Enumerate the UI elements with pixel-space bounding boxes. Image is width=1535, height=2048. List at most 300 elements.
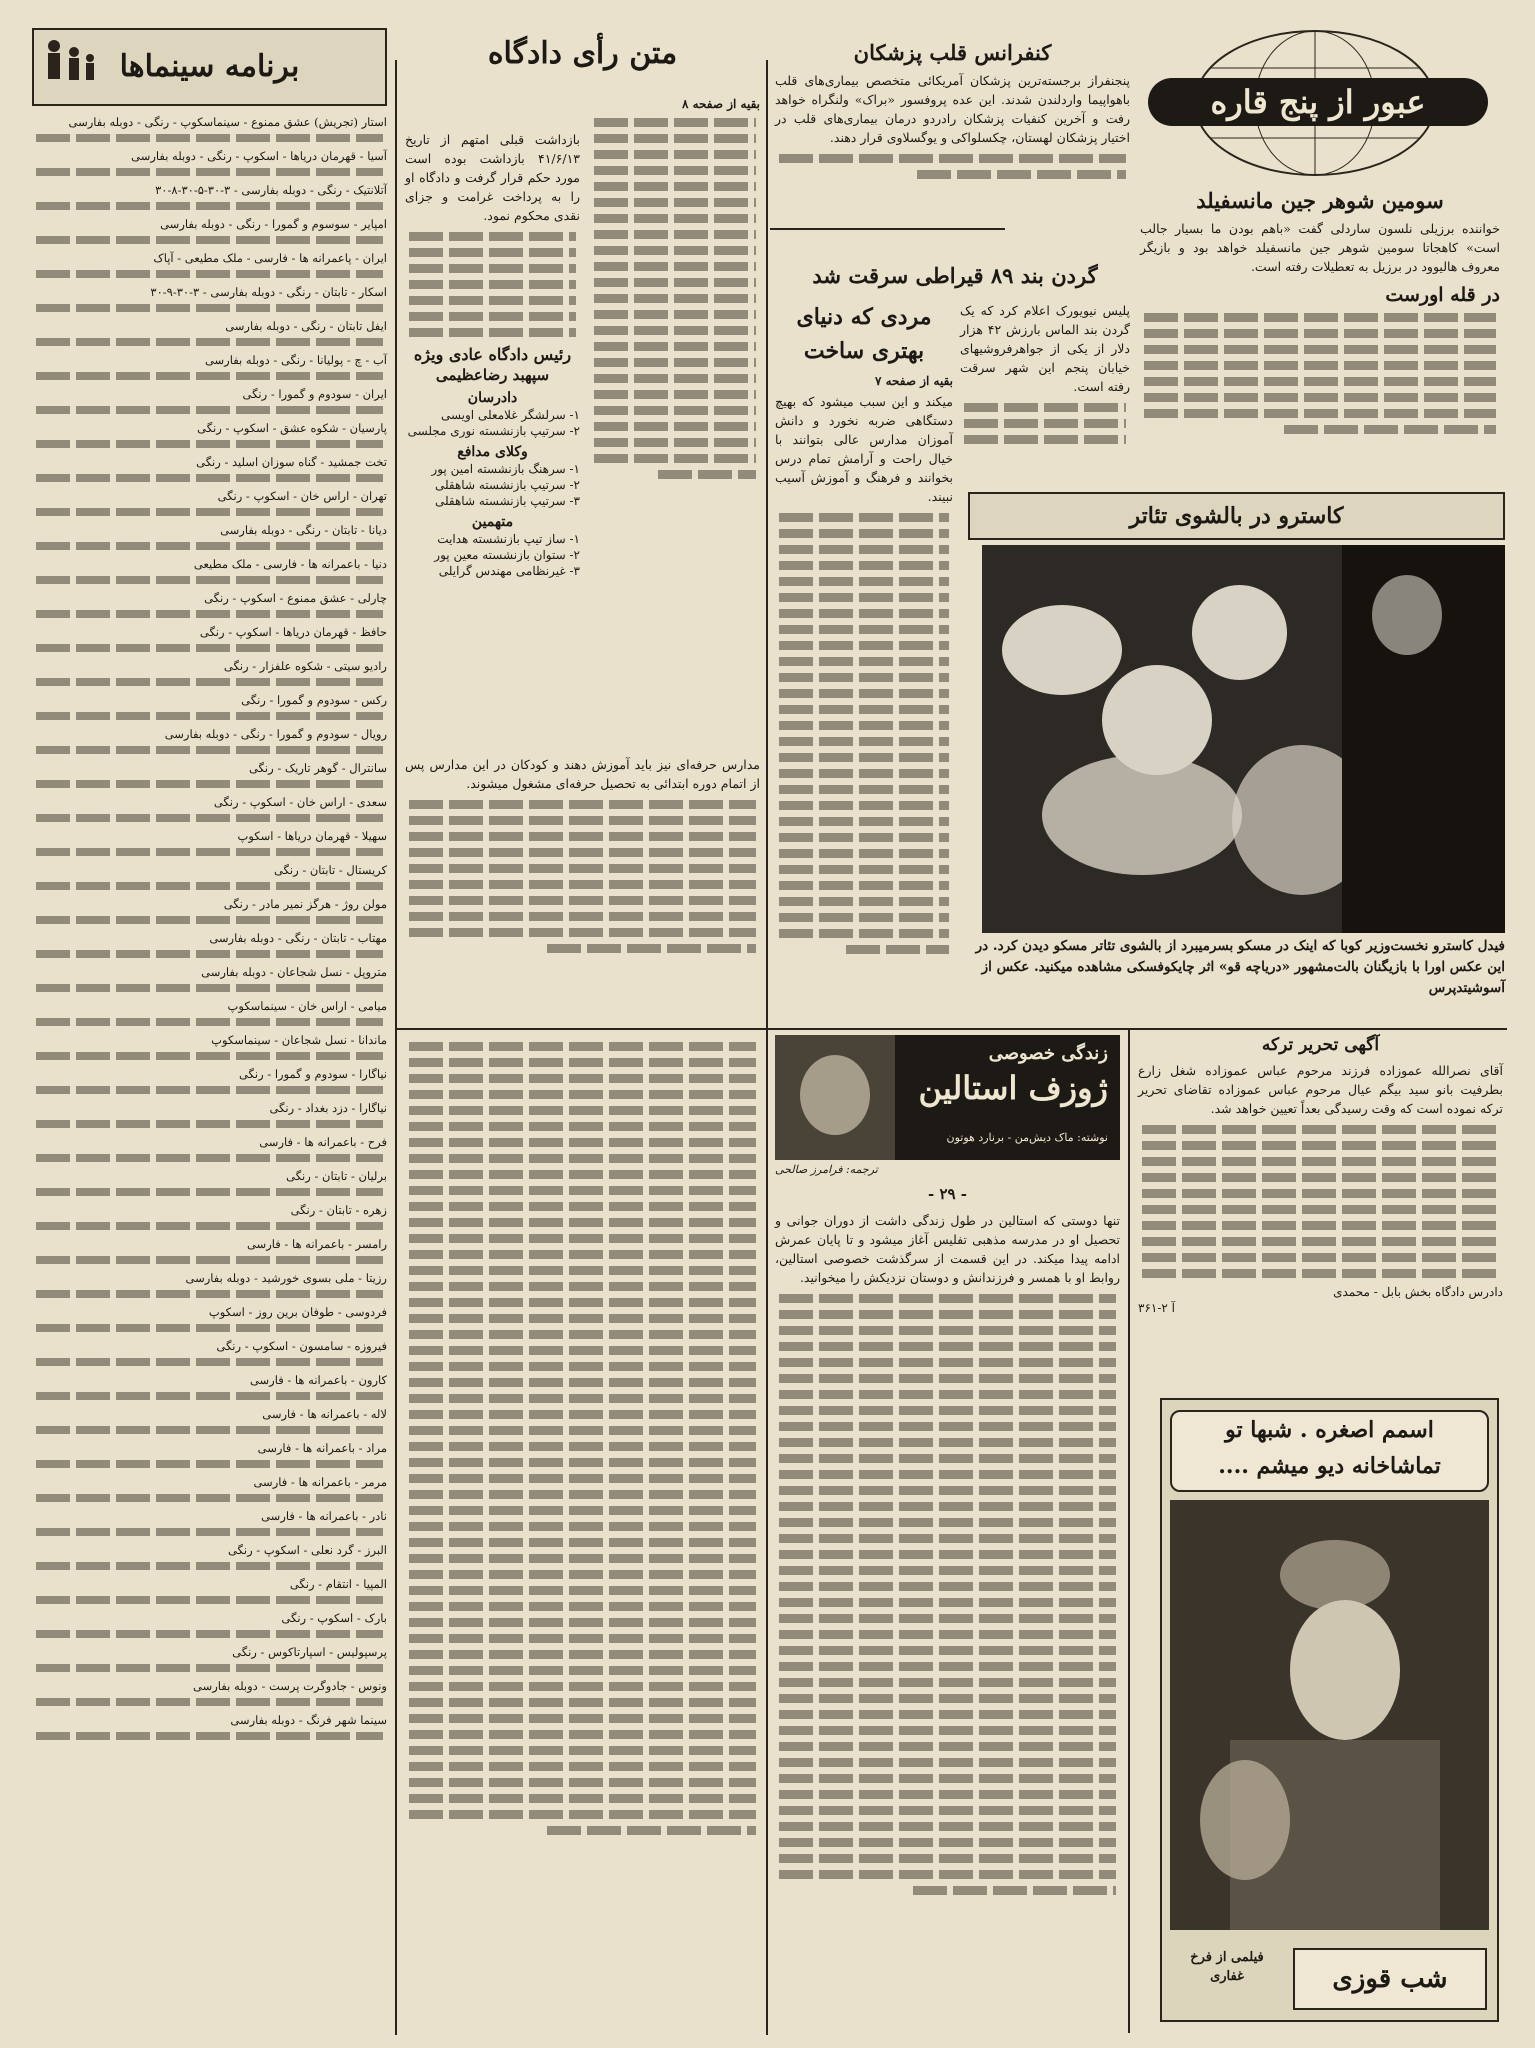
text-line	[594, 166, 756, 175]
text-line	[409, 1410, 756, 1419]
text-line	[409, 1618, 756, 1627]
text-line	[1144, 393, 1496, 402]
text-line	[409, 1490, 756, 1499]
text-line	[779, 154, 1126, 163]
cinema-entry: استار (تجریش) عشق ممنوع - سینماسکوپ - رنگی - دوبله بفارسی	[68, 115, 387, 129]
text-line	[779, 593, 949, 602]
text-line	[779, 1326, 1116, 1335]
family-figures-icon	[40, 36, 100, 96]
text-line	[409, 928, 756, 937]
court-section	[405, 25, 760, 1025]
section-rule	[770, 228, 1005, 230]
text-line	[594, 262, 756, 271]
stalin-banner-small: زندگی خصوصی	[988, 1043, 1108, 1064]
text-line	[36, 1562, 383, 1570]
cinema-entry: نیاگارا - دزد بغداد - رنگی	[269, 1101, 387, 1115]
text-line	[594, 358, 756, 367]
film-ad-speech	[1170, 1410, 1489, 1492]
estate-notice-signature: دادرس دادگاه بخش بابل - محمدی	[1333, 1285, 1503, 1299]
text-line	[36, 1392, 383, 1400]
text-line	[36, 1460, 383, 1468]
text-line	[594, 198, 756, 207]
text-line	[779, 833, 949, 842]
text-line	[409, 896, 756, 905]
text-line	[1142, 1269, 1499, 1278]
film-ad-line2: تماشاخانه دیو میشم ....	[1218, 1453, 1441, 1479]
text-line	[1142, 1253, 1499, 1262]
text-line	[36, 610, 383, 618]
court-member: ۲- سرتیپ بازنشسته نوری مجلسی	[407, 424, 580, 438]
text-line	[409, 1202, 756, 1211]
text-line	[409, 1362, 756, 1371]
text-line	[36, 542, 383, 550]
text-line	[36, 1596, 383, 1604]
text-line	[779, 1598, 1116, 1607]
cinema-entry: ایران - سودوم و گمورا - رنگی	[242, 387, 387, 401]
text-line	[36, 1732, 383, 1740]
stalin-serial	[775, 1035, 1120, 2035]
text-line	[779, 1406, 1116, 1415]
text-line	[36, 1494, 383, 1502]
court-verdict-title: رئیس دادگاه عادی ویژه	[413, 345, 572, 364]
text-line	[409, 864, 756, 873]
text-line	[917, 170, 1126, 179]
text-line	[409, 280, 576, 289]
cinema-entry: آسیا - قهرمان دریاها - اسکوپ - رنگی - دوبله بفارسی	[131, 149, 387, 163]
column-rule	[766, 60, 768, 2035]
cinema-entry: سهیلا - قهرمان دریاها - اسکوپ	[237, 829, 387, 843]
cinema-masthead-box	[32, 28, 387, 106]
text-line	[1142, 1221, 1499, 1230]
text-line	[409, 1330, 756, 1339]
text-line	[594, 182, 756, 191]
text-line	[779, 1374, 1116, 1383]
text-line	[779, 1854, 1116, 1863]
text-line	[36, 950, 383, 958]
text-line	[1142, 1157, 1499, 1166]
stalin-translator: ترجمه: فرامرز صالحی	[775, 1163, 878, 1176]
castro-caption-wrap	[975, 936, 1505, 1026]
cinema-entry: رزیتا - ملی بسوی خورشید - دوبله بفارسی	[185, 1271, 387, 1285]
estate-notice-body: آقای نصرالله عموزاده فرزند مرحوم عباس عموزاده شغل زارع بطرفیت بانو سید بیگم عیال مرحوم عباس عموزاده تقاضای تحریر ترکه نموده است که وقت رسیدگی بعداً تعیین خواهد شد.	[1138, 1063, 1503, 1116]
cinema-entry: بارک - اسکوپ - رنگی	[281, 1611, 387, 1625]
text-line	[964, 435, 1126, 444]
text-line	[594, 406, 756, 415]
text-line	[779, 1310, 1116, 1319]
text-line	[409, 1282, 756, 1291]
text-line	[409, 1266, 756, 1275]
text-line	[779, 721, 949, 730]
cinema-entry: میامی - اراس خان - سینماسکوپ	[227, 999, 387, 1013]
cinema-entry: نادر - باعمرانه ها - فارسی	[261, 1509, 387, 1523]
text-line	[779, 705, 949, 714]
court-accused: ۱- ساز تیپ بازنشسته هدایت	[437, 532, 580, 546]
text-line	[36, 474, 383, 482]
text-line	[409, 1346, 756, 1355]
text-line	[547, 1826, 756, 1835]
stalin-part: - ۲۹ -	[927, 1185, 968, 1203]
text-line	[779, 689, 949, 698]
text-line	[409, 1378, 756, 1387]
cinema-entry: سینما شهر فرنگ - دوبله بفارسی	[230, 1713, 387, 1727]
text-line	[779, 1758, 1116, 1767]
text-line	[409, 1746, 756, 1755]
text-line	[36, 1664, 383, 1672]
text-line	[779, 1534, 1116, 1543]
text-line	[779, 769, 949, 778]
text-line	[779, 545, 949, 554]
cardiology-body: پنجنفراز برجسته‌ترین پزشکان آمریکائی متخصص بیماری‌های قلب باهواپیما واردلندن شدند. این عده پروفسور «براک» ولنگراه خواهد رفت و آخرین کنفیات پزشکان رادردو درمان بیماری‌های قلب در اختیار پزشکان لهستان، چکسلواکی و یوگسلاوی قرار دهند.	[775, 73, 1130, 145]
text-line	[409, 232, 576, 241]
text-line	[409, 1090, 756, 1099]
court-masthead: متن رأی دادگاه	[487, 36, 678, 71]
stalin-banner	[775, 1035, 1120, 1160]
text-line	[409, 1570, 756, 1579]
court-accused-title: متهمین	[471, 514, 514, 530]
text-line	[409, 1650, 756, 1659]
film-ad-photo	[1170, 1500, 1489, 1930]
text-line	[594, 214, 756, 223]
cinema-entry: رادیو سیتی - شکوه علفزار - رنگی	[223, 659, 387, 673]
text-line	[36, 338, 383, 346]
text-line	[409, 880, 756, 889]
castro-photo	[982, 545, 1505, 933]
cinema-entry: فرح - باعمرانه ها - فارسی	[259, 1135, 387, 1149]
text-line	[1142, 1237, 1499, 1246]
cinema-entry: پارسیان - شکوه عشق - اسکوپ - رنگی	[197, 421, 387, 435]
text-line	[36, 848, 383, 856]
text-line	[594, 422, 756, 431]
text-line	[409, 1506, 756, 1515]
text-line	[594, 326, 756, 335]
castro-headline-box	[968, 492, 1505, 540]
text-line	[1144, 329, 1496, 338]
text-line	[409, 1538, 756, 1547]
text-line	[779, 1726, 1116, 1735]
text-line	[779, 1582, 1116, 1591]
court-accused: ۲- ستوان بازنشسته معین پور	[434, 548, 580, 562]
stalin-banner-big: ژوزف استالین	[918, 1069, 1108, 1107]
text-line	[779, 609, 949, 618]
cinema-entry: امپایر - سوسوم و گمورا - رنگی - دوبله بفارسی	[160, 217, 387, 231]
text-line	[409, 1218, 756, 1227]
text-line	[779, 1454, 1116, 1463]
cardiology-article	[775, 40, 1130, 225]
stalin-portrait	[775, 1035, 895, 1160]
text-line	[1142, 1189, 1499, 1198]
text-line	[779, 1470, 1116, 1479]
text-line	[36, 814, 383, 822]
text-line	[594, 134, 756, 143]
text-line	[779, 881, 949, 890]
text-line	[409, 832, 756, 841]
cinema-entry: آتلانتیک - رنگی - دوبله بفارسی - ۳-۳۰-۵-۳۰-۸-۳۰	[155, 183, 387, 197]
cinema-entry: سعدی - اراس خان - اسکوپ - رنگی	[213, 795, 387, 809]
text-line	[779, 1630, 1116, 1639]
text-line	[36, 304, 383, 312]
text-line	[409, 296, 576, 305]
text-line	[409, 264, 576, 273]
film-ad-credit: فیلمی از فرخ غفاری	[1190, 1950, 1264, 1984]
court-lower-body: مدارس حرفه‌ای نیز باید آموزش دهند و کودکان در این مدارس پس از اتمام دوره ابتدائی به تحصیل حرفه‌ای مشغول میشوند.	[405, 757, 760, 791]
cinema-entry: نیاگارا - سودوم و گمورا - رنگی	[238, 1067, 387, 1081]
text-line	[779, 1390, 1116, 1399]
text-line	[409, 1058, 756, 1067]
text-line	[409, 816, 756, 825]
text-line	[36, 1086, 383, 1094]
text-line	[846, 945, 949, 954]
cinema-entry: تخت جمشید - گناه سوزان اسلید - رنگی	[196, 455, 387, 469]
text-line	[779, 753, 949, 762]
film-ad-title-box	[1293, 1948, 1487, 2010]
court-members-title: دادرسان	[467, 390, 518, 406]
estate-notice-code: آ ۲-۳۶۱	[1138, 1301, 1176, 1315]
text-line	[36, 440, 383, 448]
text-line	[779, 1838, 1116, 1847]
cinema-entry: فردوسی - طوفان برین روز - اسکوپ	[208, 1305, 387, 1319]
cinema-entry: دنیا - باعمرانه ها - فارسی - ملک مطیعی	[193, 557, 387, 571]
text-line	[36, 202, 383, 210]
text-line	[1142, 1173, 1499, 1182]
court-defense: ۳- سرتیپ بازنشسته شاهقلی	[434, 494, 580, 508]
text-line	[409, 1122, 756, 1131]
text-line	[36, 1052, 383, 1060]
text-line	[779, 801, 949, 810]
text-line	[779, 1486, 1116, 1495]
text-line	[409, 1298, 756, 1307]
text-line	[36, 1290, 383, 1298]
cinema-entry: متروپل - نسل شجاعان - دوبله بفارسی	[201, 965, 387, 979]
text-line	[1144, 313, 1496, 322]
cinema-entry: مرمر - باعمرانه ها - فارسی	[253, 1475, 387, 1489]
cinema-entry: مهتاب - تابتان - رنگی - دوبله بفارسی	[209, 931, 387, 945]
text-line	[409, 1186, 756, 1195]
cinema-entry: رویال - سودوم و گمورا - رنگی - دوبله بفارسی	[164, 727, 387, 741]
text-line	[779, 1502, 1116, 1511]
text-line	[36, 1188, 383, 1196]
cinema-entry: کارون - باعمرانه ها - فارسی	[249, 1373, 387, 1387]
text-line	[594, 278, 756, 287]
text-line	[594, 390, 756, 399]
text-line	[1144, 377, 1496, 386]
text-line	[779, 1662, 1116, 1671]
text-line	[779, 1614, 1116, 1623]
text-line	[409, 1602, 756, 1611]
court-signatory: سپهبد رضاعظیمی	[435, 366, 550, 384]
cinema-list	[32, 114, 387, 1740]
court-body: بازداشت قبلی امتهم از تاریخ ۴۱/۶/۱۳ بازداشت بوده است مورد حکم قرار گرفت و دادگاه او را به پرداخت غرامت و جزای نقدی محکوم نمود.	[405, 132, 580, 223]
text-line	[36, 1426, 383, 1434]
cinema-entry: اسکار - تابتان - رنگی - دوبله بفارسی - ۳-۳۰-۹-۳۰	[150, 285, 387, 299]
text-line	[779, 1438, 1116, 1447]
text-line	[409, 1170, 756, 1179]
cinema-entry: برلیان - تابتان - رنگی	[286, 1169, 387, 1183]
text-line	[409, 1426, 756, 1435]
text-line	[779, 1742, 1116, 1751]
court-defense: ۲- سرتیپ بازنشسته شاهقلی	[434, 478, 580, 492]
cinema-entry: المپیا - انتقام - رنگی	[289, 1577, 387, 1591]
text-line	[409, 1250, 756, 1259]
text-line	[779, 1518, 1116, 1527]
court-accused: ۳- غیرنظامی مهندس گرایلی	[438, 564, 580, 578]
cinema-masthead: برنامه سینماها	[119, 49, 300, 84]
text-line	[964, 403, 1126, 412]
text-line	[594, 454, 756, 463]
cinema-entry: چارلی - عشق ممنوع - اسکوپ - رنگی	[204, 591, 387, 605]
cinema-entry: رکس - سودوم و گمورا - رنگی	[241, 693, 387, 707]
cinema-entry: زهره - تابتان - رنگی	[290, 1203, 387, 1217]
column-rule	[1128, 1028, 1130, 2033]
text-line	[36, 780, 383, 788]
text-line	[36, 1018, 383, 1026]
text-line	[779, 657, 949, 666]
text-line	[594, 246, 756, 255]
necklace-headline: گردن بند ۸۹ قیراطی سرقت شد	[812, 263, 1098, 288]
text-line	[36, 984, 383, 992]
text-line	[779, 865, 949, 874]
cinema-entry: پرسپولیس - اسپارتاکوس - رنگی	[232, 1645, 387, 1659]
court-defense: ۱- سرهنگ بازنشسته امین پور	[431, 462, 580, 476]
cinema-entry: البرز - گرد نعلی - اسکوپ - رنگی	[227, 1543, 387, 1557]
cinema-entry: ایفل تابتان - رنگی - دوبله بفارسی	[225, 319, 387, 333]
text-line	[594, 118, 756, 127]
text-line	[409, 1714, 756, 1723]
court-member: ۱- سرلشگر غلامعلی اویسی	[440, 408, 580, 422]
text-line	[36, 1630, 383, 1638]
mansfield-headline: سومین شوهر جین مانسفیلد	[1196, 188, 1444, 213]
text-line	[409, 248, 576, 257]
cinema-entry: ایران - پاعمرانه ها - فارسی - ملک مطیعی - آپاک	[153, 251, 387, 265]
text-line	[409, 1442, 756, 1451]
text-line	[779, 897, 949, 906]
cinema-entry: لاله - باعمرانه ها - فارسی	[262, 1407, 387, 1421]
text-line	[779, 737, 949, 746]
text-line	[779, 641, 949, 650]
stalin-byline: نوشته: ماک دیش‌من - برنارد هوتون	[946, 1131, 1108, 1144]
stalin-serial-continued	[405, 1035, 760, 2035]
text-line	[779, 1646, 1116, 1655]
cardiology-headline: کنفرانس قلب پزشکان	[853, 40, 1052, 65]
cinema-entry: آب - چ - پولیانا - رنگی - دوبله بفارسی	[204, 353, 387, 367]
text-line	[409, 1682, 756, 1691]
text-line	[409, 912, 756, 921]
text-line	[779, 849, 949, 858]
cinema-entry: ماندانا - نسل شجاعان - سینماسکوپ	[211, 1033, 387, 1047]
text-line	[594, 374, 756, 383]
cinema-entry: دیانا - تابتان - رنگی - دوبله بفارسی	[220, 523, 387, 537]
text-line	[36, 1120, 383, 1128]
text-line	[36, 1698, 383, 1706]
text-line	[779, 929, 949, 938]
film-ad	[1160, 1398, 1499, 2022]
text-line	[1142, 1141, 1499, 1150]
castro-headline: کاسترو در بالشوی تئاتر	[1129, 503, 1344, 529]
mansfield-body: خواننده برزیلی نلسون ساردلی گفت «باهم بودن ما بسیار جالب است» کاهجاتا سومین شوهر جین مانسفیلد خواهد بود و بازیگر معروف هالیوود در برزیل به تعطیلات رفته است.	[1140, 221, 1500, 274]
text-line	[779, 1678, 1116, 1687]
text-line	[964, 419, 1126, 428]
better-world-article	[775, 300, 953, 1030]
text-line	[36, 644, 383, 652]
text-line	[409, 1554, 756, 1563]
text-line	[594, 310, 756, 319]
text-line	[409, 1634, 756, 1643]
estate-notice-title: آگهی تحریر ترکه	[1261, 1035, 1380, 1055]
cinema-entry: مراد - باعمرانه ها - فارسی	[257, 1441, 387, 1455]
text-line	[779, 1566, 1116, 1575]
text-line	[779, 1870, 1116, 1879]
text-line	[409, 1394, 756, 1403]
text-line	[36, 576, 383, 584]
text-line	[594, 150, 756, 159]
cinema-entry: سانترال - گوهر تاریک - رنگی	[248, 761, 387, 775]
cinema-entry: حافظ - قهرمان دریاها - اسکوپ - رنگی	[199, 625, 387, 639]
text-line	[409, 1794, 756, 1803]
text-line	[779, 513, 949, 522]
better-world-headline: مردی که دنیای بهتری ساخت	[796, 304, 932, 364]
text-line	[409, 1458, 756, 1467]
text-line	[594, 342, 756, 351]
world-masthead	[1140, 28, 1495, 178]
stalin-body: تنها دوستی که استالین در طول زندگی داشت از دوران جوانی و تحصیل او در مدرسه مذهبی تفلیس آغاز میشود و تا پایان عمرش ادامه پیدا میکند. در این قسمت از سرگذشت خصوصی استالین، روابط او با همسر و فرزندانش و دوستان نزدیکش را میخوانید.	[775, 1213, 1120, 1285]
text-line	[36, 372, 383, 380]
text-line	[779, 1710, 1116, 1719]
estate-notice	[1138, 1035, 1503, 1385]
text-line	[409, 1730, 756, 1739]
text-line	[779, 1790, 1116, 1799]
text-line	[779, 577, 949, 586]
text-line	[409, 1314, 756, 1323]
text-line	[409, 1234, 756, 1243]
text-line	[409, 328, 576, 337]
text-line	[409, 312, 576, 321]
text-line	[409, 1762, 756, 1771]
text-line	[409, 1042, 756, 1051]
film-ad-line1: اسمم اصغره . شبها تو	[1225, 1417, 1434, 1443]
necklace-body: پلیس نیویورک اعلام کرد که یک گردن بند الماس بارزش ۴۲ هزار دلار از یکی از جواهرفروشیهای خیابان پنجم این شهر سرقت رفته است.	[960, 303, 1130, 394]
text-line	[36, 712, 383, 720]
column-rule	[395, 60, 397, 2035]
text-line	[36, 236, 383, 244]
text-line	[36, 134, 383, 142]
text-line	[409, 1074, 756, 1083]
text-line	[779, 1774, 1116, 1783]
text-line	[409, 1698, 756, 1707]
castro-caption: فیدل کاسترو نخست‌وزیر کوبا که اینک در مسکو بسرمیبرد از بالشوی تئاتر مسکو دیدن کرد. در این عکس اورا با بازیگنان بالت‌مشهور «دریاچه قو» اثر چایکوفسکی مشاهده میکنید. عکس از آسوشیتدپرس	[975, 938, 1505, 996]
text-line	[409, 800, 756, 809]
text-line	[779, 1342, 1116, 1351]
cinema-entry: فیروزه - سامسون - اسکوپ - رنگی	[216, 1339, 387, 1353]
text-line	[409, 1778, 756, 1787]
text-line	[36, 1324, 383, 1332]
text-line	[779, 561, 949, 570]
better-world-body: میکند و این سبب میشود که بهیچ دستگاهی ضربه نخورد و دانش آموزان مدارس عالی بتوانند با خیال راحت و آرامش تمام درس بخوانند و فرهنگ و آموزش آسیب نبیند.	[775, 394, 953, 504]
film-ad-title: شب قوزی	[1332, 1964, 1448, 1994]
text-line	[594, 294, 756, 303]
text-line	[36, 882, 383, 890]
court-continued: بقیه از صفحه ۸	[681, 97, 760, 111]
text-line	[409, 848, 756, 857]
text-line	[36, 678, 383, 686]
world-masthead-title: عبور از پنج قاره	[1148, 78, 1488, 126]
text-line	[36, 1358, 383, 1366]
text-line	[779, 1694, 1116, 1703]
text-line	[779, 529, 949, 538]
text-line	[409, 1810, 756, 1819]
text-line	[409, 1474, 756, 1483]
text-line	[36, 1154, 383, 1162]
text-line	[1144, 361, 1496, 370]
everest-subheadline: در قله اورست	[1385, 284, 1500, 306]
